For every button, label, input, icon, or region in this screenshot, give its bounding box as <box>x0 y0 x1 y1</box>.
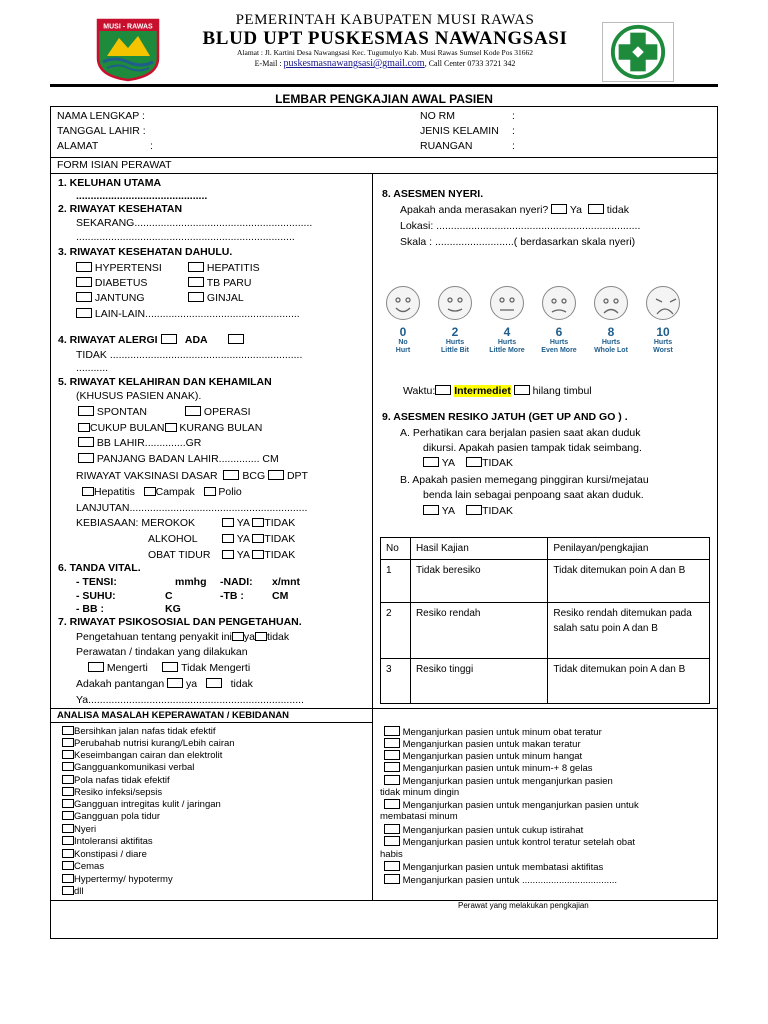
list-item[interactable] <box>62 726 216 737</box>
list-item[interactable] <box>384 750 582 762</box>
face-num-8: 8 <box>607 325 615 339</box>
bblahir-option[interactable] <box>78 437 201 450</box>
obat-tidak-label: TIDAK <box>264 549 296 561</box>
tbparu-option[interactable] <box>188 277 251 290</box>
tb-label: -TB : <box>220 590 244 602</box>
nyeri-tidak-checkbox[interactable] <box>588 204 604 214</box>
nadi-label: -NADI: <box>220 576 253 588</box>
analisa-checkbox[interactable] <box>62 787 74 796</box>
form-title: LEMBAR PENGKAJIAN AWAL PASIEN <box>275 92 493 106</box>
kelahiran-heading: 5. RIWAYAT KELAHIRAN DAN KEHAMILAN <box>58 376 272 388</box>
spontan-checkbox[interactable] <box>78 406 94 416</box>
analisa-checkbox[interactable] <box>62 824 74 833</box>
alkohol-options <box>222 533 295 546</box>
panjang-option[interactable] <box>78 453 279 466</box>
face-l2-8: Whole Lot <box>594 346 628 354</box>
lainlain-label: LAIN-LAIN..................................................... <box>94 308 300 320</box>
analisa-item-label: Bersihkan jalan nafas tidak efektif <box>74 726 216 737</box>
face-label-2 <box>433 325 477 354</box>
face-label-10 <box>641 325 685 354</box>
campak-label: Campak <box>155 486 195 498</box>
analisa-checkbox[interactable] <box>62 849 74 858</box>
hipertensi-label: HYPERTENSI <box>94 262 162 274</box>
list-item[interactable] <box>62 824 96 835</box>
nyeri-question-label: Apakah anda merasakan nyeri? <box>400 204 549 216</box>
face-num-0: 0 <box>399 325 407 339</box>
anjuran-checkbox[interactable] <box>384 861 400 871</box>
point-b-ya-label: YA <box>441 505 455 517</box>
list-item[interactable] <box>62 886 84 897</box>
campak-checkbox[interactable] <box>144 487 156 496</box>
hilang-timbul-label: hilang timbul <box>532 385 592 397</box>
alergi-tidak-field-2[interactable]: ........... <box>76 362 109 374</box>
anjuran-checkbox[interactable] <box>384 762 400 772</box>
face-l1-2: Hurts <box>445 339 465 346</box>
anjuran-checkbox[interactable] <box>384 738 400 748</box>
anjuran-checkbox[interactable] <box>384 775 400 785</box>
face-l1-8: Hurts <box>601 339 621 346</box>
hepatitis-label: HEPATITIS <box>206 262 260 274</box>
hipertensi-option[interactable] <box>76 262 162 275</box>
bblahir-checkbox[interactable] <box>78 437 94 447</box>
anjuran-item-label: Menganjurkan pasien untuk kontrol teratur setelah obat <box>402 837 636 848</box>
obat-ya-label: YA <box>236 549 250 561</box>
list-item[interactable] <box>62 762 194 773</box>
analisa-item-label: Intoleransi aktifitas <box>74 836 153 847</box>
ruangan-colon: : <box>512 140 515 152</box>
analisa-checkbox[interactable] <box>62 726 74 735</box>
suhu-unit: C <box>165 590 173 602</box>
panjang-checkbox[interactable] <box>78 453 94 463</box>
alkohol-tidak-checkbox[interactable] <box>252 534 264 543</box>
polio-checkbox[interactable] <box>204 487 216 496</box>
mengerti-label: Mengerti <box>106 662 148 674</box>
kurang-label: KURANG BULAN <box>179 422 263 434</box>
list-item[interactable] <box>384 775 613 787</box>
alkohol-label: ALKOHOL <box>148 533 198 545</box>
musi-rawas-emblem-icon <box>95 18 161 82</box>
table-row <box>381 659 710 704</box>
analisa-divider <box>372 708 373 900</box>
bb-label: - BB : <box>76 603 104 615</box>
perawat-signature-label: Perawat yang melakukan pengkajian <box>458 901 589 910</box>
pantangan-label: Adakah pantangan <box>76 678 165 690</box>
analisa-checkbox[interactable] <box>62 775 74 784</box>
anjuran-item-label: Menganjurkan pasien untuk minum-+ 8 gelas <box>402 763 593 774</box>
pantangan-row <box>76 678 253 691</box>
clinic-contact <box>170 58 600 69</box>
spontan-option[interactable] <box>78 406 147 419</box>
lanjutan-field[interactable]: LANJUTAN............................................................. <box>76 502 308 514</box>
polio-label: Polio <box>218 486 242 498</box>
point-a-tidak-label: TIDAK <box>482 457 513 469</box>
obat-tidak-checkbox[interactable] <box>252 550 264 559</box>
row-no: 1 <box>381 560 411 603</box>
mengerti-checkbox[interactable] <box>88 662 104 672</box>
pantangan-tidak-checkbox[interactable] <box>206 678 222 688</box>
anjuran-item-continued: habis <box>380 849 403 860</box>
perawatan-label: Perawatan / tindakan yang dilakukan <box>76 646 248 658</box>
anjuran-item-label: Menganjurkan pasien untuk minum hangat <box>402 751 583 762</box>
anjuran-checkbox[interactable] <box>384 824 400 834</box>
tb-unit: CM <box>272 590 289 602</box>
suhu-label: - SUHU: <box>76 590 116 602</box>
riwayat-dahulu-heading: 3. RIWAYAT KESEHATAN DAHULU. <box>58 246 233 258</box>
face-label-8 <box>589 325 633 354</box>
analisa-checkbox[interactable] <box>62 836 74 845</box>
psikososial-heading: 7. RIWAYAT PSIKOSOSIAL DAN PENGETAHUAN. <box>58 616 302 628</box>
pengetahuan-ya-label: ya <box>243 631 255 643</box>
dpt-checkbox[interactable] <box>268 470 284 480</box>
face-l1-10: Hurts <box>653 339 673 346</box>
merokok-options <box>222 517 295 530</box>
anjuran-item-label: Menganjurkan pasien untuk membatasi aktifitas <box>402 862 604 873</box>
face-l2-6: Even More <box>541 346 577 354</box>
analisa-checkbox[interactable] <box>62 762 74 771</box>
intermediet-label: Intermediet <box>454 385 511 397</box>
anjuran-checkbox[interactable] <box>384 874 400 884</box>
nadi-unit: x/mnt <box>272 576 301 588</box>
anjuran-item-label: Menganjurkan pasien untuk makan teratur <box>402 739 581 750</box>
hipertensi-checkbox[interactable] <box>76 262 92 272</box>
column-divider <box>372 173 373 709</box>
form-isian-label: FORM ISIAN PERAWAT <box>57 159 172 171</box>
waktu-row <box>403 385 592 398</box>
norm-colon: : <box>512 110 515 122</box>
analisa-item-label: dll <box>74 886 84 897</box>
analisa-checkbox[interactable] <box>62 750 74 759</box>
face-l1-6: Hurts <box>549 339 569 346</box>
bcg-checkbox[interactable] <box>223 470 239 480</box>
point-b-tidak-label: TIDAK <box>482 505 513 517</box>
ginjal-checkbox[interactable] <box>188 292 204 302</box>
face-l2-2: Little Bit <box>441 346 469 354</box>
face-l2-4: Little More <box>489 346 525 354</box>
table-header-row <box>381 538 710 560</box>
alergi-ada-checkbox[interactable] <box>161 334 177 344</box>
point-a-options <box>423 457 513 470</box>
tidak-mengerti-label: Tidak Mengerti <box>181 662 251 674</box>
analisa-checkbox[interactable] <box>62 799 74 808</box>
point-b-options <box>423 505 513 518</box>
face-num-10: 10 <box>656 325 670 339</box>
analisa-title: ANALISA MASALAH KEPERAWATAN / KEBIDANAN <box>57 710 290 721</box>
nyeri-tidak-label: tidak <box>606 204 629 216</box>
point-b-line2: benda lain sebagai penpoang saat akan duduk. <box>423 489 644 501</box>
anjuran-checkbox[interactable] <box>384 750 400 760</box>
ginjal-option[interactable] <box>188 292 244 305</box>
pengetahuan-tidak-checkbox[interactable] <box>255 632 267 641</box>
lokasi-field[interactable]: Lokasi: ...................................................................... <box>400 220 641 232</box>
anjuran-item-continued: membatasi minum <box>380 811 458 822</box>
kelahiran-subheading: (KHUSUS PASIEN ANAK). <box>76 390 202 402</box>
jantung-label: JANTUNG <box>94 292 145 304</box>
merokok-tidak-label: TIDAK <box>264 517 296 529</box>
email-link[interactable]: puskesmasnawangsasi@gmail.com <box>283 58 425 69</box>
merokok-row <box>76 517 195 530</box>
merokok-tidak-checkbox[interactable] <box>252 518 264 527</box>
row-hasil: Resiko tinggi <box>410 659 547 704</box>
alamat-label: ALAMAT <box>57 140 99 152</box>
operasi-label: OPERASI <box>203 406 251 418</box>
svg-text:MUSI - RAWAS: MUSI - RAWAS <box>103 23 153 31</box>
face-label-0 <box>381 325 425 354</box>
mengerti-row <box>88 662 250 675</box>
row-hasil: Resiko rendah <box>410 603 547 659</box>
anjuran-item-continued: tidak minum dingin <box>380 787 460 798</box>
bb-unit: KG <box>165 603 181 615</box>
bblahir-label: BB LAHIR..............GR <box>96 437 202 449</box>
face-l1-0: No <box>398 339 408 346</box>
tbparu-label: TB PARU <box>206 277 252 289</box>
riwayat-sekarang-field-2[interactable]: ........................................................................... <box>76 231 295 243</box>
point-a-line1: A. Perhatikan cara berjalan pasien saat akan duduk <box>400 427 641 439</box>
merokok-ya-label: YA <box>236 517 250 529</box>
analisa-checkbox[interactable] <box>62 861 74 870</box>
list-item[interactable] <box>384 738 581 750</box>
list-item[interactable] <box>384 799 639 811</box>
row-hasil: Tidak beresiko <box>410 560 547 603</box>
panjang-label: PANJANG BADAN LAHIR.............. CM <box>96 453 279 465</box>
jantung-checkbox[interactable] <box>76 292 92 302</box>
anjuran-item-label: Menganjurkan pasien untuk menganjurkan pasien <box>402 776 613 787</box>
list-item[interactable] <box>384 762 593 774</box>
analisa-item-label: Gangguan pola tidur <box>74 811 161 822</box>
pantangan-field[interactable]: Ya.......................................................................... <box>76 694 304 706</box>
tensi-label: - TENSI: <box>76 576 117 588</box>
hepatitis-vaksin-checkbox[interactable] <box>82 487 94 496</box>
anjuran-item-label: Menganjurkan pasien untuk menganjurkan pasien untuk <box>402 800 639 811</box>
vaksin-label: RIWAYAT VAKSINASI DASAR <box>76 470 218 482</box>
tbparu-checkbox[interactable] <box>188 277 204 287</box>
pengetahuan-row <box>76 631 289 644</box>
dpt-label: DPT <box>286 470 308 482</box>
row-no: 3 <box>381 659 411 704</box>
cukup-checkbox[interactable] <box>78 423 90 432</box>
alergi-label: 4. RIWAYAT ALERGI <box>58 334 158 346</box>
alergi-tidak-field[interactable]: TIDAK .................................................................. <box>76 349 303 361</box>
row-no: 2 <box>381 603 411 659</box>
row-nilai: Tidak ditemukan poin A dan B <box>548 560 710 603</box>
merokok-ya-checkbox[interactable] <box>222 518 234 527</box>
face-l1-4: Hurts <box>497 339 517 346</box>
point-a-line2: dikursi. Apakah pasien tampak tidak seimbang. <box>423 442 642 454</box>
jenis-label: JENIS KELAMIN <box>420 125 499 137</box>
pengetahuan-tidak-label: tidak <box>266 631 290 643</box>
tidak-mengerti-checkbox[interactable] <box>162 662 178 672</box>
tensi-unit: mmhg <box>175 576 207 588</box>
vaksin-row-2 <box>82 486 242 499</box>
list-item[interactable] <box>62 775 170 786</box>
alergi-ada-label: ADA <box>184 334 208 346</box>
analisa-item-label: Resiko infeksi/sepsis <box>74 787 163 798</box>
list-item[interactable] <box>62 874 173 885</box>
anjuran-item-label: Menganjurkan pasien untuk cukup istirahat <box>402 825 584 836</box>
pantangan-ya-label: ya <box>186 678 198 690</box>
face-l2-10: Worst <box>653 346 673 354</box>
anjuran-item-label: Menganjurkan pasien untuk .................................... <box>402 875 618 886</box>
pantangan-ya-checkbox[interactable] <box>167 678 183 688</box>
puskesmas-cross-icon <box>602 22 674 82</box>
analisa-item-label: Gangguan intregitas kulit / jaringan <box>74 799 221 810</box>
list-item[interactable] <box>62 849 147 860</box>
obat-ya-checkbox[interactable] <box>222 550 234 559</box>
tanggal-label: TANGGAL LAHIR : <box>57 125 146 137</box>
tanda-vital-heading: 6. TANDA VITAL. <box>58 562 141 574</box>
pengetahuan-ya-checkbox[interactable] <box>232 632 244 641</box>
list-item[interactable] <box>62 811 160 822</box>
alkohol-tidak-label: TIDAK <box>264 533 296 545</box>
lainlain-checkbox[interactable] <box>76 308 92 318</box>
pantangan-tidak-label: tidak <box>230 678 253 690</box>
waktu-label: Waktu: <box>403 385 436 397</box>
cukup-label: CUKUP BULAN <box>90 422 165 434</box>
anjuran-item-label: Menganjurkan pasien untuk minum obat teratur <box>402 727 602 738</box>
analisa-item-label: Cemas <box>74 861 105 872</box>
waktu-checkbox[interactable] <box>435 385 451 395</box>
anjuran-checkbox[interactable] <box>384 799 400 809</box>
analisa-checkbox[interactable] <box>62 886 74 895</box>
alkohol-ya-checkbox[interactable] <box>222 534 234 543</box>
jantung-option[interactable] <box>76 292 145 305</box>
riwayat-heading: 2. RIWAYAT KESEHATAN <box>58 203 183 215</box>
point-a-tidak-checkbox[interactable] <box>466 457 482 467</box>
analisa-checkbox[interactable] <box>62 811 74 820</box>
cukup-option[interactable] <box>78 422 262 435</box>
analisa-checkbox[interactable] <box>62 874 74 883</box>
list-item[interactable] <box>384 824 583 836</box>
point-a-ya-label: YA <box>441 457 455 469</box>
clinic-address: Alamat : Jl. Kartini Desa Nawangsasi Kec. Tugumulyo Kab. Musi Rawas Sumsel Kode Pos 31662 <box>236 48 534 57</box>
table-header-no: No <box>381 538 411 560</box>
ruangan-label: RUANGAN <box>420 140 473 152</box>
point-b-ya-checkbox[interactable] <box>423 505 439 515</box>
kurang-checkbox[interactable] <box>165 423 177 432</box>
table-header-hasil: Hasil Kajian <box>410 538 547 560</box>
row-nilai: Resiko rendah ditemukan pada salah satu poin A dan B <box>548 603 710 659</box>
list-item[interactable] <box>62 738 235 749</box>
vaksin-row <box>76 470 308 483</box>
face-label-6 <box>537 325 581 354</box>
email-label: E-Mail : <box>254 59 282 68</box>
list-item[interactable] <box>384 861 603 873</box>
hepatitis-option[interactable] <box>188 262 260 275</box>
pengetahuan-label: Pengetahuan tentang penyakit ini <box>76 631 232 643</box>
lainlain-option[interactable] <box>76 308 300 321</box>
alergi-tidak-checkbox[interactable] <box>228 334 244 344</box>
skala-field[interactable]: Skala : ...........................( berdasarkan skala nyeri) <box>400 236 636 248</box>
face-num-4: 4 <box>503 325 511 339</box>
pain-faces-features-icon <box>386 286 686 322</box>
keluhan-field[interactable]: ............................................. <box>76 190 208 202</box>
point-b-tidak-checkbox[interactable] <box>466 505 482 515</box>
table-row <box>381 603 710 659</box>
clinic-name: BLUD UPT PUSKESMAS NAWANGSASI <box>202 28 568 49</box>
analisa-item-label: Perubahab nutrisi kurang/Lebih cairan <box>74 738 235 749</box>
row-nilai: Tidak ditemukan poin A dan B <box>548 659 710 704</box>
analisa-item-label: Gangguankomunikasi verbal <box>74 762 195 773</box>
list-item[interactable] <box>384 874 617 886</box>
table-header-nilai: Penilayan/pengkajian <box>548 538 710 560</box>
hepatitis-checkbox[interactable] <box>188 262 204 272</box>
face-label-4 <box>485 325 529 354</box>
nyeri-ya-label: Ya <box>569 204 582 216</box>
header-rule <box>50 84 718 87</box>
analisa-item-label: Nyeri <box>74 824 97 835</box>
list-item[interactable] <box>384 726 602 738</box>
govt-name: PEMERINTAH KABUPATEN MUSI RAWAS <box>235 12 535 28</box>
alkohol-ya-label: YA <box>236 533 250 545</box>
nyeri-ya-checkbox[interactable] <box>551 204 567 214</box>
letterhead <box>0 0 768 90</box>
point-b-line1: B. Apakah pasien memegang pinggiran kursi/mejatau <box>400 474 649 486</box>
ginjal-label: GINJAL <box>206 292 244 304</box>
anjuran-checkbox[interactable] <box>384 836 400 846</box>
list-item[interactable] <box>384 836 635 848</box>
point-a-ya-checkbox[interactable] <box>423 457 439 467</box>
riwayat-sekarang-field[interactable]: SEKARANG............................................................. <box>76 217 313 229</box>
analisa-item-label: Konstipasi / diare <box>74 849 147 860</box>
bcg-label: BCG <box>242 470 266 482</box>
alergi-heading <box>58 334 244 347</box>
nama-label: NAMA LENGKAP : <box>57 110 145 122</box>
anjuran-checkbox[interactable] <box>384 726 400 736</box>
diabetus-option[interactable] <box>76 277 147 290</box>
jenis-colon: : <box>512 125 515 137</box>
spontan-label: SPONTAN <box>96 406 147 418</box>
list-item[interactable] <box>62 836 153 847</box>
norm-label: NO RM <box>420 110 455 122</box>
face-num-2: 2 <box>451 325 459 339</box>
table-row <box>381 560 710 603</box>
nyeri-question <box>400 204 629 217</box>
operasi-checkbox[interactable] <box>185 406 201 416</box>
analisa-item-label: Hypertermy/ hypotermy <box>74 874 173 885</box>
analisa-item-label: Keseimbangan cairan dan elektrolit <box>74 750 223 761</box>
alamat-colon: : <box>150 140 153 152</box>
nyeri-heading: 8. ASESMEN NYERI. <box>382 188 484 200</box>
operasi-option[interactable] <box>185 406 251 419</box>
list-item[interactable] <box>62 750 222 761</box>
face-num-6: 6 <box>555 325 563 339</box>
analisa-bottom-rule <box>50 900 718 901</box>
diabetus-label: DIABETUS <box>94 277 148 289</box>
hepatitis-vaksin-label: Hepatitis <box>94 486 135 498</box>
obat-label: OBAT TIDUR <box>148 549 211 561</box>
obat-options <box>222 549 295 562</box>
analisa-checkbox[interactable] <box>62 738 74 747</box>
merokok-label: KEBIASAAN: MEROKOK <box>76 517 196 529</box>
resiko-jatuh-heading: 9. ASESMEN RESIKO JATUH (GET UP AND GO ) . <box>382 411 628 423</box>
risk-table <box>380 537 710 704</box>
list-item[interactable] <box>62 799 221 810</box>
intermediet-checkbox[interactable] <box>514 385 530 395</box>
list-item[interactable] <box>62 787 162 798</box>
call-center: , Call Center 0733 3721 342 <box>424 59 516 68</box>
face-l2-0: Hurt <box>395 346 411 354</box>
diabetus-checkbox[interactable] <box>76 277 92 287</box>
list-item[interactable] <box>62 861 104 872</box>
analisa-item-label: Pola nafas tidak efektif <box>74 775 170 786</box>
keluhan-heading: 1. KELUHAN UTAMA <box>58 177 162 189</box>
analisa-title-rule <box>50 722 372 723</box>
